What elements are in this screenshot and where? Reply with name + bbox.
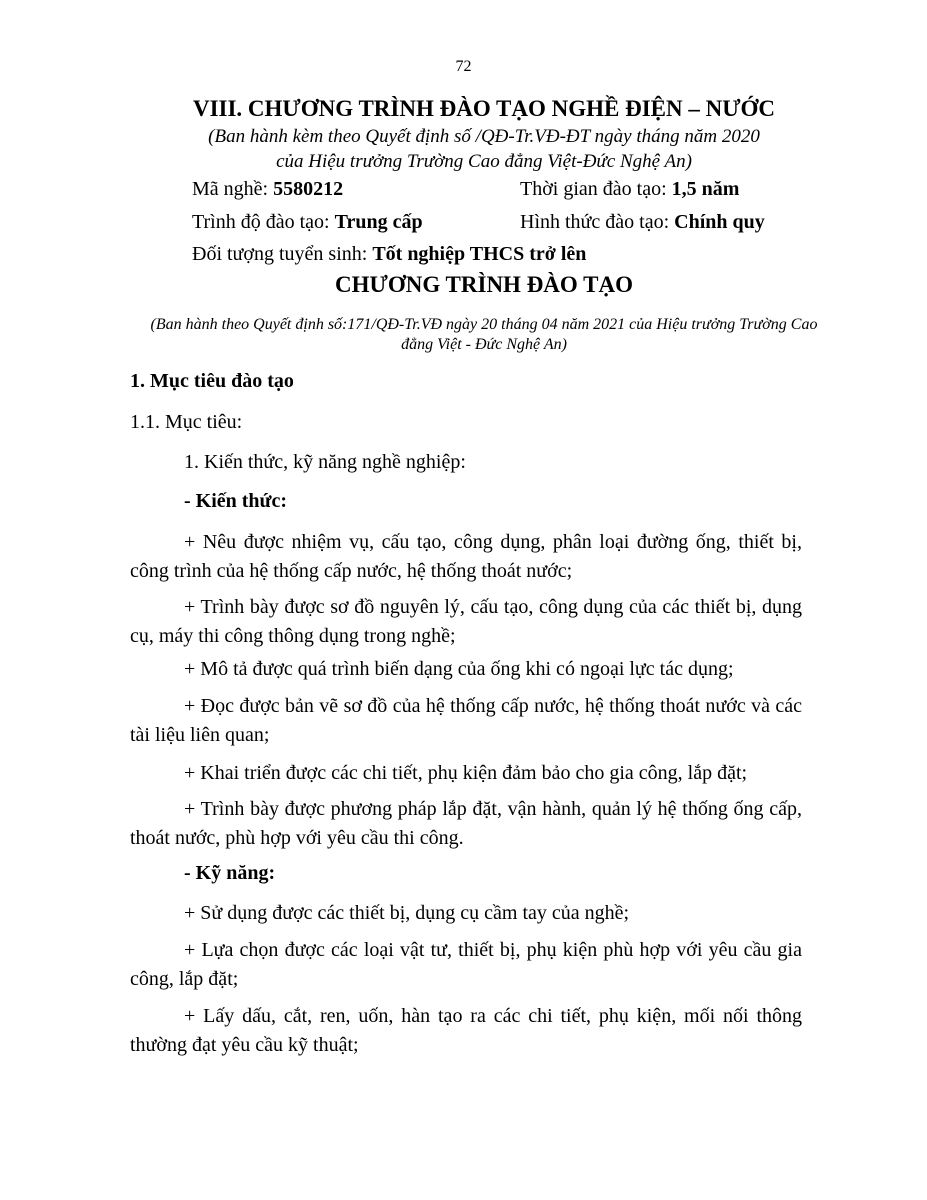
- training-duration: [520, 178, 739, 201]
- occupation-code: [192, 178, 343, 201]
- occupation-code-label: Mã nghề:: [192, 178, 274, 200]
- page-number: 72: [455, 58, 472, 75]
- occupation-code-value: 5580212: [273, 178, 344, 200]
- training-form-label: Hình thức đào tạo:: [520, 211, 675, 233]
- decision-note-line1: (Ban hành theo Quyết định số:171/QĐ-Tr.VĐ ngày 20 tháng 04 năm 2021 của Hiệu trưởng Trường Cao: [150, 316, 818, 333]
- issued-note-line2: của Hiệu trưởng Trường Cao đẳng Việt-Đức Nghệ An): [276, 151, 692, 172]
- training-duration-label: Thời gian đào tạo:: [520, 178, 672, 200]
- knowledge-item: + Đọc được bản vẽ sơ đồ của hệ thống cấp nước, hệ thống thoát nước và các tài liệu liên quan;: [130, 695, 802, 746]
- knowledge-item: + Trình bày được sơ đồ nguyên lý, cấu tạo, công dụng của các thiết bị, dụng cụ, máy thi công thông dụng trong nghề;: [130, 596, 802, 647]
- training-duration-value: 1,5 năm: [671, 178, 740, 200]
- skill-item: + Lấy dấu, cắt, ren, uốn, hàn tạo ra các chi tiết, phụ kiện, mối nối thông thường đạt yêu cầu kỹ thuật;: [130, 1005, 802, 1056]
- curriculum-title: CHƯƠNG TRÌNH ĐÀO TẠO: [335, 272, 633, 297]
- enrollment-target-value: Tốt nghiệp THCS trở lên: [372, 243, 587, 265]
- training-level-label: Trình độ đào tạo:: [192, 211, 335, 233]
- program-title: VIII. CHƯƠNG TRÌNH ĐÀO TẠO NGHỀ ĐIỆN – NƯỚC: [192, 96, 776, 121]
- decision-note-line2: đẳng Việt - Đức Nghệ An): [401, 336, 567, 353]
- knowledge-item: + Mô tả được quá trình biến dạng của ống khi có ngoại lực tác dụng;: [184, 658, 734, 680]
- issued-note-line1: (Ban hành kèm theo Quyết định số /QĐ-Tr.VĐ-ĐT ngày tháng năm 2020: [208, 126, 760, 147]
- training-level: [192, 211, 423, 234]
- training-level-value: Trung cấp: [334, 211, 423, 233]
- enrollment-target: [192, 243, 586, 266]
- skills-heading: - Kỹ năng:: [184, 862, 276, 884]
- skill-item: + Sử dụng được các thiết bị, dụng cụ cầm tay của nghề;: [184, 902, 630, 924]
- training-form-value: Chính quy: [674, 211, 765, 233]
- knowledge-item: + Khai triển được các chi tiết, phụ kiện đảm bảo cho gia công, lắp đặt;: [184, 762, 748, 784]
- item-heading: 1. Kiến thức, kỹ năng nghề nghiệp:: [184, 451, 466, 473]
- knowledge-item: + Nêu được nhiệm vụ, cấu tạo, công dụng, phân loại đường ống, thiết bị, công trình của hệ thống cấp nước, hệ thống thoát nước;: [130, 531, 802, 582]
- enrollment-target-label: Đối tượng tuyển sinh:: [192, 243, 373, 265]
- knowledge-item: + Trình bày được phương pháp lắp đặt, vận hành, quản lý hệ thống ống cấp, thoát nước, phù hợp với yêu cầu thi công.: [130, 798, 802, 849]
- section-heading: 1. Mục tiêu đào tạo: [130, 370, 294, 392]
- skill-item: + Lựa chọn được các loại vật tư, thiết bị, phụ kiện phù hợp với yêu cầu gia công, lắp đặt;: [130, 939, 802, 990]
- training-form: [520, 211, 765, 234]
- knowledge-heading: - Kiến thức:: [184, 490, 288, 512]
- subsection-heading: 1.1. Mục tiêu:: [130, 411, 243, 433]
